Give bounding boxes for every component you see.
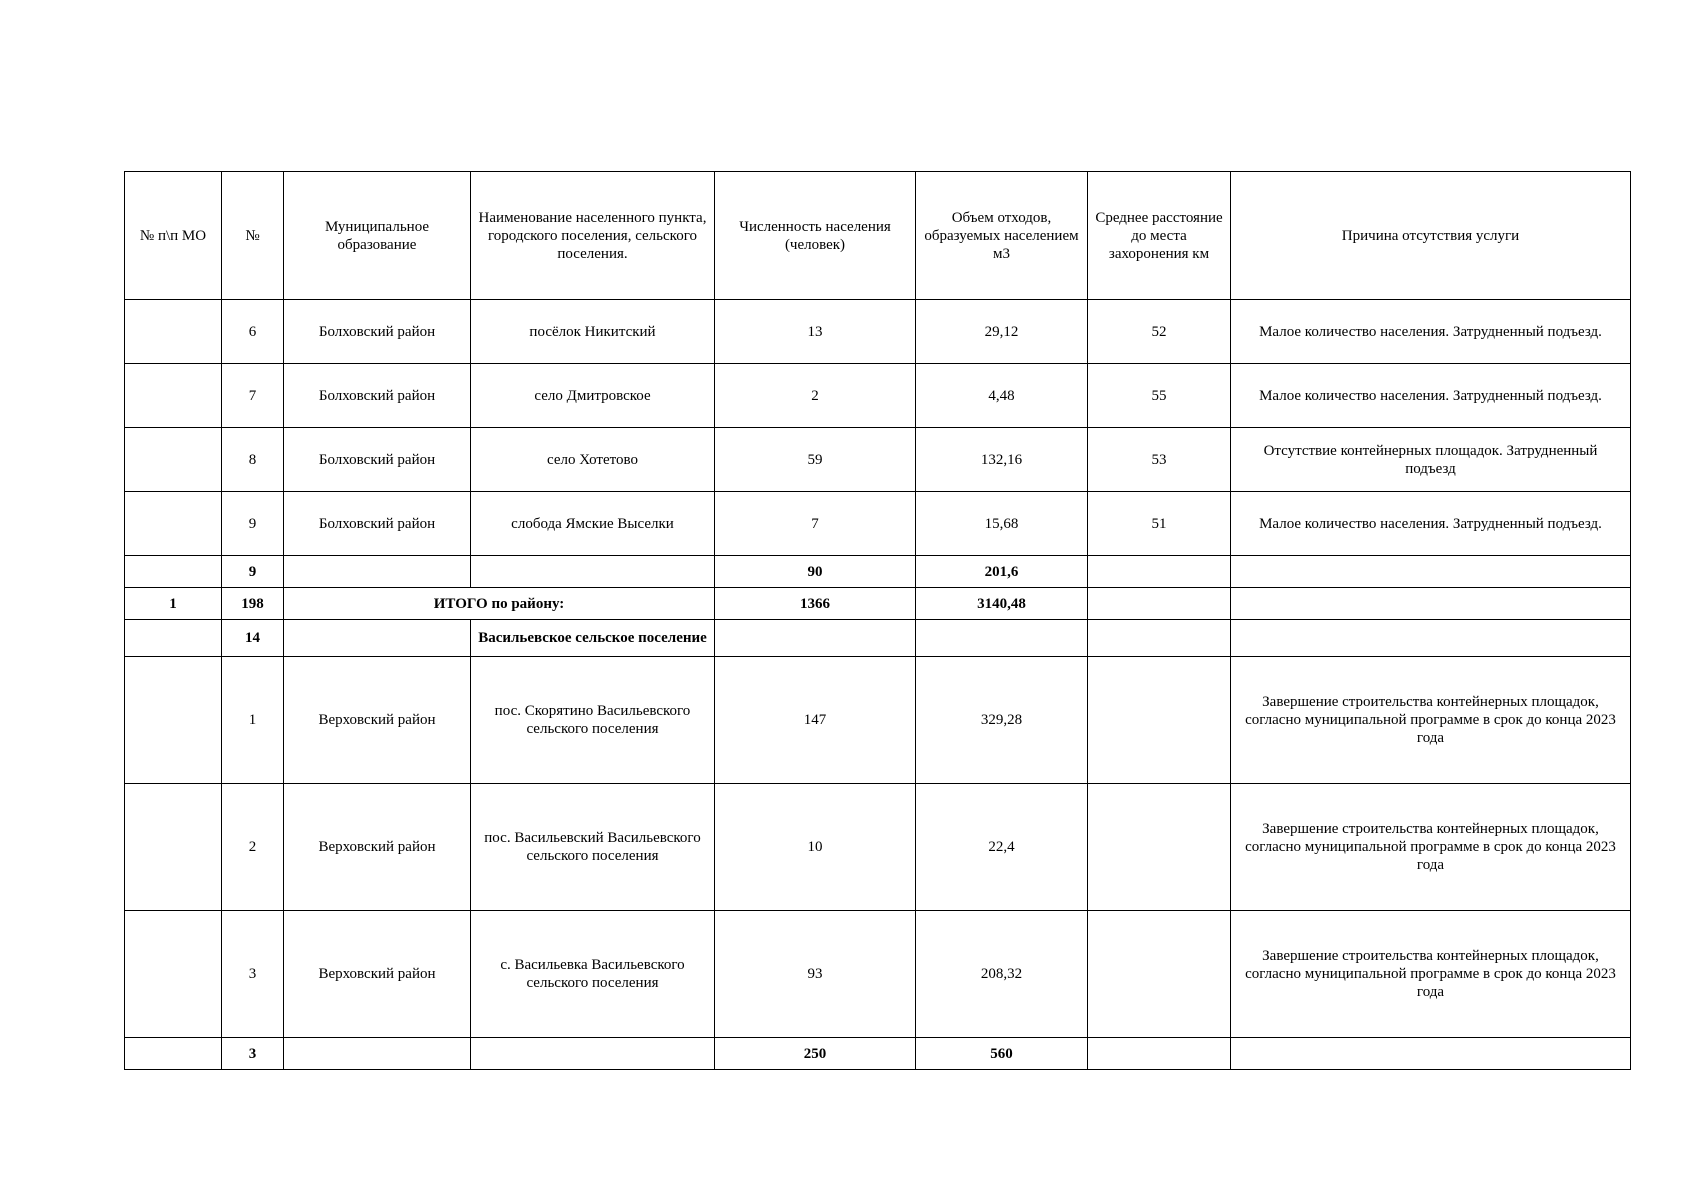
mo-number-cell (125, 300, 222, 364)
reason-cell (1231, 620, 1631, 657)
total-volume: 3140,48 (916, 588, 1088, 620)
table-row (125, 657, 1631, 784)
reason-cell (1231, 1038, 1631, 1070)
waste-service-table (124, 171, 1631, 1070)
distance-cell: 53 (1088, 428, 1231, 492)
table-row (125, 300, 1631, 364)
volume-cell (916, 620, 1088, 657)
subtotal-count: 3 (222, 1038, 284, 1070)
locality-cell: с. Васильевка Васильевского сельского поселения (471, 911, 715, 1038)
distance-cell (1088, 1038, 1231, 1070)
volume-cell: 22,4 (916, 784, 1088, 911)
number-cell: 9 (222, 492, 284, 556)
reason-cell: Завершение строительства контейнерных площадок, согласно муниципальной программе в срок до конца 2023 года (1231, 911, 1631, 1038)
settlement-header-row (125, 620, 1631, 657)
municipality-cell: Болховский район (284, 428, 471, 492)
reason-cell: Завершение строительства контейнерных площадок, согласно муниципальной программе в срок до конца 2023 года (1231, 784, 1631, 911)
number-cell: 3 (222, 911, 284, 1038)
volume-cell: 329,28 (916, 657, 1088, 784)
subtotal-volume: 201,6 (916, 556, 1088, 588)
number-cell: 6 (222, 300, 284, 364)
header-distance: Среднее расстояние до места захоронения км (1088, 172, 1231, 300)
volume-cell: 4,48 (916, 364, 1088, 428)
mo-number-cell (125, 620, 222, 657)
reason-cell: Малое количество населения. Затрудненный подъезд. (1231, 300, 1631, 364)
total-mo-number: 1 (125, 588, 222, 620)
population-cell: 10 (715, 784, 916, 911)
number-cell: 1 (222, 657, 284, 784)
table-row (125, 428, 1631, 492)
settlement-name: Васильевское сельское поселение (471, 620, 715, 657)
subtotal-row (125, 556, 1631, 588)
settlement-count: 14 (222, 620, 284, 657)
municipality-cell: Верховский район (284, 911, 471, 1038)
municipality-cell: Верховский район (284, 657, 471, 784)
reason-cell (1231, 556, 1631, 588)
header-locality: Наименование населенного пункта, городского поселения, сельского поселения. (471, 172, 715, 300)
reason-cell: Малое количество населения. Затрудненный подъезд. (1231, 364, 1631, 428)
volume-cell: 29,12 (916, 300, 1088, 364)
population-cell: 147 (715, 657, 916, 784)
table-row (125, 784, 1631, 911)
number-cell: 7 (222, 364, 284, 428)
municipality-cell (284, 1038, 471, 1070)
table-header-row (125, 172, 1631, 300)
distance-cell (1088, 588, 1231, 620)
number-cell: 2 (222, 784, 284, 911)
distance-cell (1088, 657, 1231, 784)
volume-cell: 15,68 (916, 492, 1088, 556)
distance-cell (1088, 556, 1231, 588)
header-reason: Причина отсутствия услуги (1231, 172, 1631, 300)
mo-number-cell (125, 364, 222, 428)
header-waste-volume: Объем отходов, образуемых населением м3 (916, 172, 1088, 300)
population-cell (715, 620, 916, 657)
municipality-cell (284, 556, 471, 588)
number-cell: 8 (222, 428, 284, 492)
table-row (125, 364, 1631, 428)
municipality-cell: Болховский район (284, 364, 471, 428)
subtotal-count: 9 (222, 556, 284, 588)
district-total-row (125, 588, 1631, 620)
mo-number-cell (125, 657, 222, 784)
header-number: № (222, 172, 284, 300)
subtotal-volume: 560 (916, 1038, 1088, 1070)
header-municipality: Муниципальное образование (284, 172, 471, 300)
locality-cell: село Дмитровское (471, 364, 715, 428)
distance-cell: 55 (1088, 364, 1231, 428)
locality-cell: посёлок Никитский (471, 300, 715, 364)
distance-cell (1088, 784, 1231, 911)
locality-cell: село Хотетово (471, 428, 715, 492)
header-population: Численность населения (человек) (715, 172, 916, 300)
mo-number-cell (125, 1038, 222, 1070)
mo-number-cell (125, 556, 222, 588)
population-cell: 2 (715, 364, 916, 428)
population-cell: 13 (715, 300, 916, 364)
locality-cell: пос. Скорятино Васильевского сельского поселения (471, 657, 715, 784)
subtotal-population: 250 (715, 1038, 916, 1070)
total-count: 198 (222, 588, 284, 620)
mo-number-cell (125, 428, 222, 492)
population-cell: 93 (715, 911, 916, 1038)
locality-cell: пос. Васильевский Васильевского сельского поселения (471, 784, 715, 911)
subtotal-population: 90 (715, 556, 916, 588)
distance-cell: 52 (1088, 300, 1231, 364)
reason-cell: Малое количество населения. Затрудненный подъезд. (1231, 492, 1631, 556)
locality-cell (471, 1038, 715, 1070)
distance-cell (1088, 911, 1231, 1038)
locality-cell (471, 556, 715, 588)
population-cell: 59 (715, 428, 916, 492)
total-population: 1366 (715, 588, 916, 620)
locality-cell: слобода Ямские Выселки (471, 492, 715, 556)
mo-number-cell (125, 784, 222, 911)
population-cell: 7 (715, 492, 916, 556)
volume-cell: 132,16 (916, 428, 1088, 492)
volume-cell: 208,32 (916, 911, 1088, 1038)
total-label: ИТОГО по району: (284, 588, 715, 620)
table-row (125, 911, 1631, 1038)
header-mo-number: № п\п МО (125, 172, 222, 300)
distance-cell: 51 (1088, 492, 1231, 556)
reason-cell: Завершение строительства контейнерных площадок, согласно муниципальной программе в срок до конца 2023 года (1231, 657, 1631, 784)
municipality-cell: Болховский район (284, 300, 471, 364)
subtotal-row (125, 1038, 1631, 1070)
mo-number-cell (125, 911, 222, 1038)
municipality-cell: Верховский район (284, 784, 471, 911)
municipality-cell: Болховский район (284, 492, 471, 556)
mo-number-cell (125, 492, 222, 556)
distance-cell (1088, 620, 1231, 657)
reason-cell: Отсутствие контейнерных площадок. Затрудненный подъезд (1231, 428, 1631, 492)
reason-cell (1231, 588, 1631, 620)
municipality-cell (284, 620, 471, 657)
table-row (125, 492, 1631, 556)
